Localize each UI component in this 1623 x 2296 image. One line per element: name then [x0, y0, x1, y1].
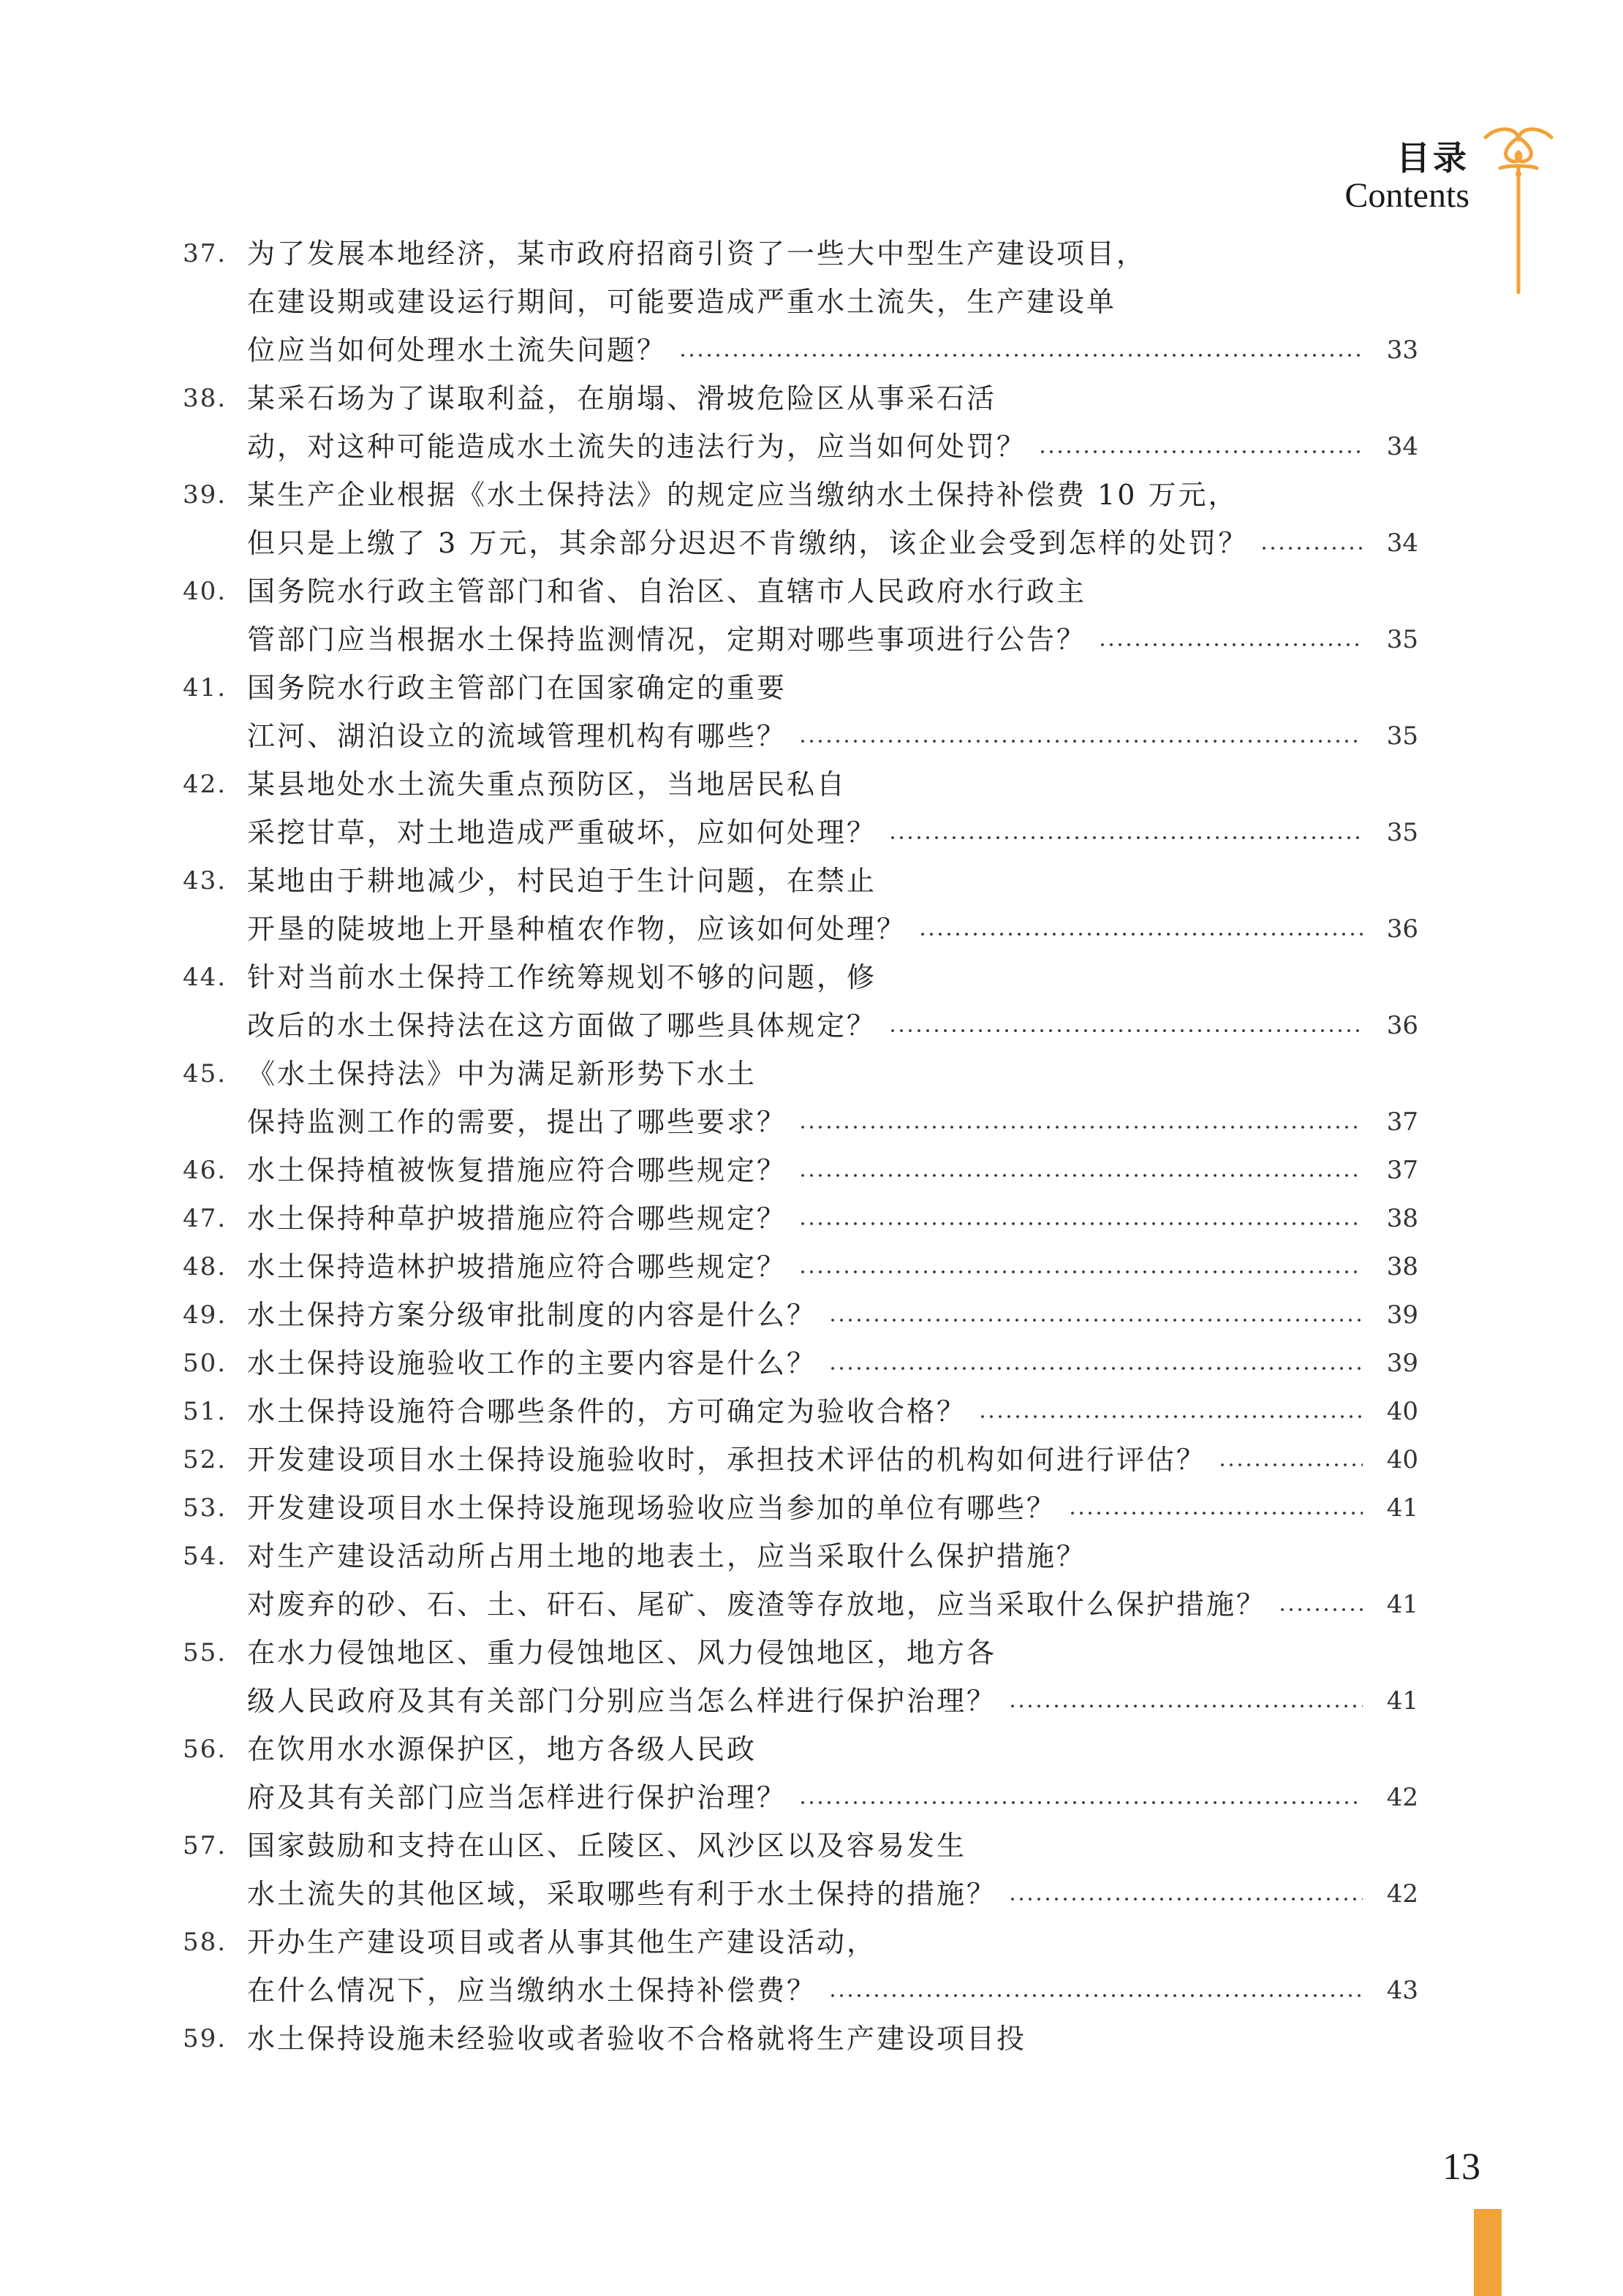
toc-entry[interactable] — [183, 760, 1418, 857]
toc-entry-number: 41. — [183, 673, 227, 702]
toc-entry[interactable] — [183, 664, 1418, 760]
dot-leader — [798, 739, 1363, 743]
toc-entry-number: 51. — [183, 1397, 227, 1426]
toc-entry-text: 国家鼓励和支持在山区、丘陵区、风沙区以及容易发生 — [247, 1830, 967, 1862]
toc-entry-text: 动，对这种可能造成水土流失的违法行为，应当如何处罚？ — [247, 431, 1027, 463]
dot-leader — [1260, 546, 1363, 550]
toc-entry-page: 36 — [1386, 1011, 1418, 1040]
toc-entry-number: 37. — [183, 239, 227, 268]
dot-leader — [1098, 643, 1363, 647]
toc-entry[interactable] — [183, 1050, 1418, 1146]
toc-entry[interactable] — [183, 471, 1418, 567]
dot-leader — [798, 1173, 1363, 1178]
toc-entry-text: 国务院水行政主管部门和省、自治区、直辖市人民政府水行政主 — [247, 575, 1087, 607]
toc-entry-text: 开办生产建设项目或者从事其他生产建设活动， — [247, 1926, 877, 1958]
toc-entry-number: 43. — [183, 866, 227, 895]
toc-entry-number: 49. — [183, 1300, 227, 1330]
dot-leader — [1278, 1607, 1363, 1612]
toc-entry-page: 38 — [1386, 1252, 1418, 1281]
toc-entry-text: 保持监测工作的需要，提出了哪些要求？ — [247, 1106, 787, 1138]
toc-entry-text: 水土保持设施未经验收或者验收不合格就将生产建设项目投 — [247, 2023, 1027, 2055]
toc-entry-number: 38. — [183, 384, 227, 413]
toc-entry-number: 40. — [183, 577, 227, 606]
toc-entry[interactable] — [183, 1243, 1418, 1291]
toc-entry-text: 但只是上缴了 3 万元，其余部分迟迟不肯缴纳，该企业会受到怎样的处罚？ — [247, 527, 1249, 559]
toc-entry[interactable] — [183, 1146, 1418, 1194]
toc-entry-text: 某县地处水土流失重点预防区，当地居民私自 — [247, 768, 847, 800]
toc-entry-page: 36 — [1386, 914, 1418, 944]
toc-entry[interactable] — [183, 1725, 1418, 1822]
toc-entry[interactable] — [183, 1387, 1418, 1436]
toc-entry[interactable] — [183, 1918, 1418, 2015]
toc-entry-text: 水土保持方案分级审批制度的内容是什么？ — [247, 1299, 817, 1331]
toc-entry-page: 41 — [1386, 1686, 1418, 1716]
toc-entry-number: 50. — [183, 1349, 227, 1378]
toc-entry[interactable] — [183, 1822, 1418, 1918]
toc-entry[interactable] — [183, 567, 1418, 664]
toc-entry[interactable] — [183, 1436, 1418, 1484]
toc-entry-page: 40 — [1386, 1445, 1418, 1474]
toc-entry-page: 40 — [1386, 1397, 1418, 1426]
toc-entry-page: 37 — [1386, 1156, 1418, 1185]
toc-entry-text: 水土保持设施验收工作的主要内容是什么？ — [247, 1347, 817, 1379]
toc-entry-text: 采挖甘草，对土地造成严重破坏，应如何处理？ — [247, 817, 877, 849]
dot-leader — [888, 1028, 1363, 1033]
toc-entry-page: 42 — [1386, 1879, 1418, 1909]
toc-entry[interactable] — [183, 2015, 1418, 2063]
header-title: 目录 — [1396, 138, 1469, 178]
header-subtitle: Contents — [1344, 176, 1469, 215]
toc-entry-number: 44. — [183, 963, 227, 992]
toc-entry-number: 52. — [183, 1445, 227, 1474]
toc-entry-text: 府及其有关部门应当怎样进行保护治理？ — [247, 1781, 787, 1814]
toc-entry-number: 57. — [183, 1831, 227, 1860]
toc-entry-text: 水土保持设施符合哪些条件的，方可确定为验收合格？ — [247, 1395, 967, 1428]
page-edge-tab — [1474, 2209, 1502, 2296]
dot-leader — [798, 1800, 1363, 1805]
dot-leader — [798, 1221, 1363, 1226]
toc-entry-page: 33 — [1386, 336, 1418, 365]
toc-entry-number: 56. — [183, 1735, 227, 1764]
page-number: 13 — [1442, 2146, 1480, 2188]
toc-entry-text: 在饮用水水源保护区，地方各级人民政 — [247, 1733, 757, 1765]
toc-entry[interactable] — [183, 230, 1418, 374]
toc-entry-text: 水土保持种草护坡措施应符合哪些规定？ — [247, 1202, 787, 1235]
toc-entry-page: 34 — [1386, 432, 1418, 461]
dot-leader — [1218, 1463, 1363, 1467]
toc-entry-number: 55. — [183, 1638, 227, 1667]
toc-entry-page: 42 — [1386, 1783, 1418, 1812]
toc-entry-page: 35 — [1386, 818, 1418, 847]
toc-entry[interactable] — [183, 953, 1418, 1050]
toc-entry[interactable] — [183, 1339, 1418, 1387]
toc-entry-text: 位应当如何处理水土流失问题？ — [247, 334, 667, 366]
dot-leader — [828, 1366, 1363, 1371]
toc-entry-text: 某地由于耕地减少，村民迫于生计问题，在禁止 — [247, 865, 877, 897]
toc-entry-number: 46. — [183, 1156, 227, 1185]
toc-entry-number: 59. — [183, 2024, 227, 2053]
toc-entry[interactable] — [183, 857, 1418, 953]
toc-entry-text: 级人民政府及其有关部门分别应当怎么样进行保护治理？ — [247, 1685, 997, 1717]
toc-entry-text: 为了发展本地经济，某市政府招商引资了一些大中型生产建设项目， — [247, 238, 1147, 270]
toc-entry[interactable] — [183, 374, 1418, 471]
scroll-ornament-icon — [1478, 123, 1559, 298]
toc-entry-page: 43 — [1386, 1976, 1418, 2005]
toc-entry-text: 开发建设项目水土保持设施验收时，承担技术评估的机构如何进行评估？ — [247, 1444, 1207, 1476]
dot-leader — [798, 1125, 1363, 1129]
toc-entry-page: 41 — [1386, 1493, 1418, 1523]
dot-leader — [1068, 1511, 1363, 1515]
toc-entry-number: 53. — [183, 1493, 227, 1523]
toc-entry-page: 35 — [1386, 721, 1418, 751]
toc-entry-text: 针对当前水土保持工作统筹规划不够的问题，修 — [247, 961, 877, 993]
dot-leader — [1008, 1897, 1363, 1901]
toc-entry-number: 48. — [183, 1252, 227, 1281]
toc-entry-text: 对生产建设活动所占用土地的地表土，应当采取什么保护措施？ — [247, 1540, 1087, 1572]
toc-entry-page: 37 — [1386, 1107, 1418, 1137]
toc-entry-number: 45. — [183, 1059, 227, 1088]
toc-entry-text: 江河、湖泊设立的流域管理机构有哪些？ — [247, 720, 787, 752]
dot-leader — [798, 1270, 1363, 1274]
dot-leader — [1038, 450, 1363, 454]
toc-entry-text: 水土保持植被恢复措施应符合哪些规定？ — [247, 1154, 787, 1186]
dot-leader — [888, 836, 1363, 840]
table-of-contents — [183, 230, 1418, 2063]
toc-entry-page: 39 — [1386, 1349, 1418, 1378]
toc-entry-page: 34 — [1386, 528, 1418, 558]
toc-entry[interactable] — [183, 1194, 1418, 1243]
toc-entry-text: 在建设期或建设运行期间，可能要造成严重水土流失，生产建设单 — [247, 286, 1117, 318]
toc-entry-number: 47. — [183, 1204, 227, 1233]
toc-entry-number: 39. — [183, 480, 227, 509]
toc-entry-text: 某采石场为了谋取利益，在崩塌、滑坡危险区从事采石活 — [247, 382, 997, 414]
toc-entry-number: 54. — [183, 1542, 227, 1571]
toc-entry-text: 水土保持造林护坡措施应符合哪些规定？ — [247, 1251, 787, 1283]
toc-entry-text: 开发建设项目水土保持设施现场验收应当参加的单位有哪些？ — [247, 1492, 1057, 1524]
toc-entry[interactable] — [183, 1629, 1418, 1725]
dot-leader — [828, 1993, 1363, 1998]
toc-entry-text: 水土流失的其他区域，采取哪些有利于水土保持的措施？ — [247, 1878, 997, 1910]
toc-entry-number: 42. — [183, 770, 227, 799]
toc-entry[interactable] — [183, 1484, 1418, 1532]
dot-leader — [978, 1414, 1363, 1419]
toc-entry-page: 35 — [1386, 625, 1418, 654]
toc-entry[interactable] — [183, 1291, 1418, 1339]
dot-leader — [1008, 1704, 1363, 1708]
toc-entry-text: 国务院水行政主管部门在国家确定的重要 — [247, 672, 787, 704]
toc-entry-page: 41 — [1386, 1590, 1418, 1619]
toc-entry-text: 《水土保持法》中为满足新形势下水土 — [247, 1058, 757, 1090]
toc-entry-number: 58. — [183, 1928, 227, 1957]
toc-entry[interactable] — [183, 1532, 1418, 1629]
toc-entry-text: 对废弃的砂、石、土、矸石、尾矿、废渣等存放地，应当采取什么保护措施？ — [247, 1588, 1267, 1621]
toc-entry-text: 在什么情况下，应当缴纳水土保持补偿费？ — [247, 1974, 817, 2007]
dot-leader — [828, 1318, 1363, 1322]
toc-entry-page: 38 — [1386, 1204, 1418, 1233]
toc-entry-page: 39 — [1386, 1300, 1418, 1330]
toc-entry-text: 某生产企业根据《水土保持法》的规定应当缴纳水土保持补偿费 10 万元， — [247, 479, 1238, 511]
dot-leader — [678, 353, 1363, 357]
dot-leader — [918, 932, 1363, 936]
toc-entry-text: 开垦的陡坡地上开垦种植农作物，应该如何处理？ — [247, 913, 907, 945]
toc-entry-text: 改后的水土保持法在这方面做了哪些具体规定？ — [247, 1009, 877, 1042]
toc-entry-text: 管部门应当根据水土保持监测情况，定期对哪些事项进行公告？ — [247, 624, 1087, 656]
toc-entry-text: 在水力侵蚀地区、重力侵蚀地区、风力侵蚀地区，地方各 — [247, 1637, 997, 1669]
